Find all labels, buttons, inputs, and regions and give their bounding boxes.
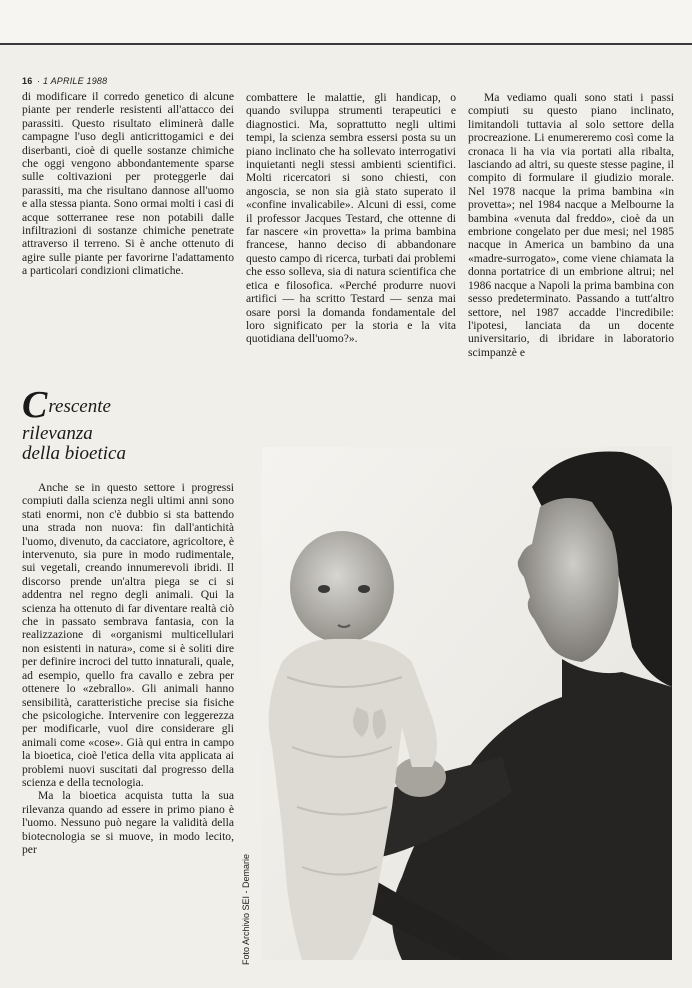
issue-date: 1 APRILE 1988 [43,76,108,86]
section-heading [22,384,234,464]
header-rule [0,43,692,45]
heading-line-3: della bioetica [22,443,126,464]
paragraph: Ma la bioetica acquista tutta la sua rilevanza quando ad essere in primo piano è l'uomo. Nessuno può negare la validità della biotecnologia se si muove, in modo lecito, per [22,789,234,856]
drop-cap: C [22,384,48,426]
photo-credit: Foto Archivio SEI - Demarie [241,853,251,965]
paragraph: di modificare il corredo genetico di alcune piante per renderle resistenti all'attacco dei parassiti. Questo risultato eliminerà dalle campagne l'uso degli anticrittogamici e dei diserbanti, cioè di quelle sostanze chimiche che oggi vengono abbondantemente sparse sulle coltivazioni per proteggerle dai parassiti, ma che risultano dannose all'uomo e alla stessa pianta. Sono ormai molti i casi di acque sotterranee rese non potabili dalle infiltrazioni di sostanze chimiche penetrate attraverso il terreno. Si è anche ottenuto di agire sulle piante per favorirne l'adattamento a particolari condizioni climatiche. [22,90,234,278]
column-4 [22,481,234,856]
page-folio: 16 · 1 APRILE 1988 [22,76,108,86]
bleed-through-mark [14,10,22,44]
page-number: 16 [22,76,33,86]
paragraph: Ma vediamo quali sono stati i passi compiuti su questo piano inclinato, limitandoli tuttavia al solo settore della procreazione. Li enumereremo così come la cronaca li ha via via portati alla ribalta, lasciando ad altri, su queste stesse pagine, il compito di formulare il giudizio morale. Nel 1978 nacque la prima bambina «in provetta»; nel 1984 nacque a Melbourne la bambina «venuta dal freddo», cioè da un embrione congelato per due mesi; nel 1985 nacque in America un bambino da una «madre-surrogato», come viene chiamata la donna portatrice di un embrione altrui; nel 1986 nacque a Napoli la prima bambina con sesso predeterminato. Passando a tutt'altro settore, nel 1987 accadde l'incredibile: l'ipotesi, lanciata da un docente universitario, di ibridare in laboratorio scimpanzè e [468,91,674,359]
column-2 [246,91,456,346]
top-margin [0,0,692,44]
column-3 [468,91,674,359]
paragraph: Anche se in questo settore i progressi compiuti dalla scienza negli ultimi anni sono stati enormi, non c'è dubbio si sta battendo una strada non nuova: fin dall'antichità l'uomo, divenuto, da cacciatore, agricoltore, è intervenuto, sia pure in modo rudimentale, sui vegetali, creando innumerevoli ibridi. Il discorso prende un'altra piega se ci si addentra nel regno degli animali. Qui la scienza ha ottenuto di far diventare realtà ciò che in passato sembrava fantasia, con la realizzazione di «organismi multicellulari non esistenti in natura», come si è soliti dire per definire incroci del tutto innaturali, quale, ad esempio, quello fra cavallo e zebra per ottenere lo «zebrallo». Gli animali hanno sensibilità, caratteristiche precise sia fisiche che psicologiche. Intervenire con leggerezza per modificarle, vuol dire considerare gli animali come «cose». Già qui entra in campo la bioetica, cioè l'etica della vita applicata ai problemi nuovi suscitati dal progresso della scienza e della tecnologia. [22,481,234,789]
heading-line-1: rescente [48,396,111,417]
paragraph: combattere le malattie, gli handicap, o quando sviluppa strumenti terapeutici e diagnostici. Ma, soprattutto negli ultimi tempi, la scienza sembra essersi posta su un piano inclinato che ha sollevato interrogativi inquietanti negli stessi ambienti scientifici. Molti ricercatori si sono chiesti, con angoscia, se non sia già stato superato il «confine invalicabile». Alcuni di essi, come il professor Jacques Testard, che ottenne di far nascere «in provetta» la prima bambina francese, hanno deciso di abbandonare questo campo di ricerca, turbati dai problemi che esso solleva, sia di natura scientifica che etica e filosofica. «Perché produrre nuovi artifici — ha scritto Testard — senza mai osare porsi la domanda fondamentale del loro significato per la storia e la vita quotidiana dell'uomo?». [246,91,456,346]
column-1 [22,90,234,278]
mother-and-baby-photo [262,447,672,960]
heading-line-2: rilevanza [22,423,93,444]
